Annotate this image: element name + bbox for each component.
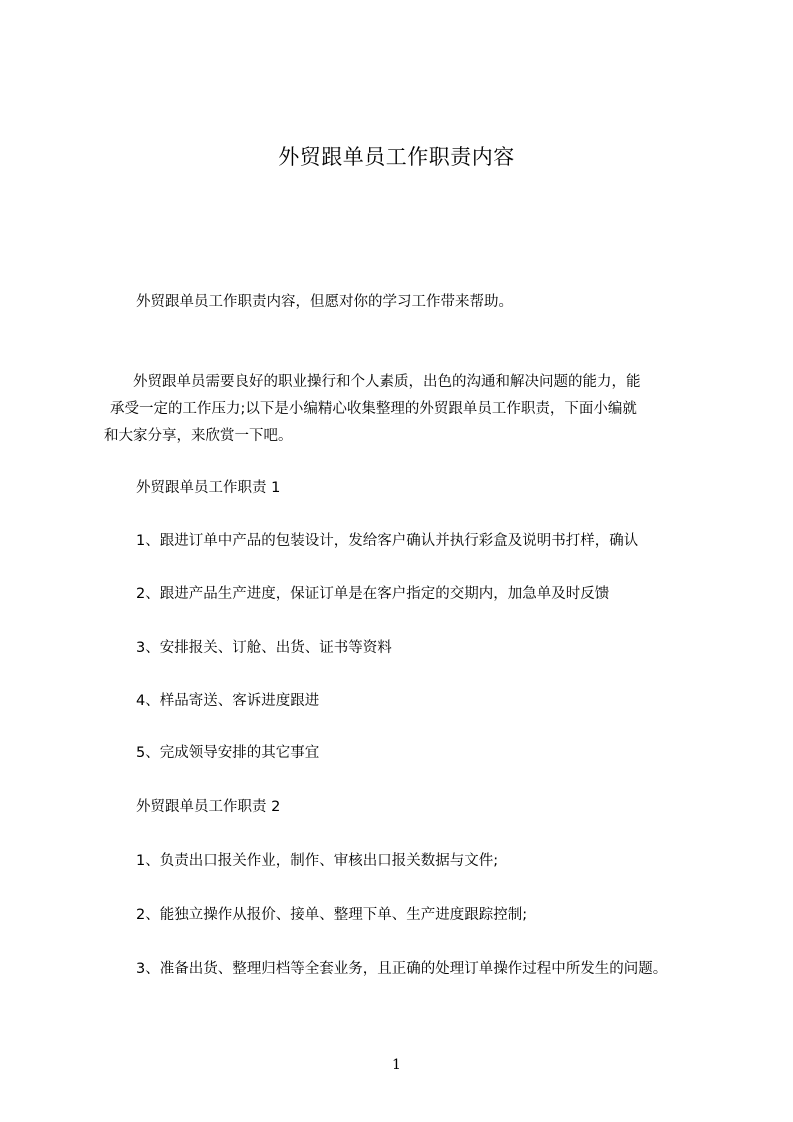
- list-item: 4、样品寄送、客诉进度跟进: [136, 693, 320, 709]
- intro-text: 外贸跟单员工作职责内容，但愿对你的学习工作带来帮助。: [136, 294, 513, 310]
- paragraph-line: 外贸跟单员需要良好的职业操行和个人素质，出色的沟通和解决问题的能力，能: [104, 374, 641, 390]
- paragraph-line: 和大家分享，来欣赏一下吧。: [104, 428, 293, 444]
- list-item: 5、完成领导安排的其它事宜: [136, 745, 320, 761]
- body-paragraph: [104, 369, 704, 450]
- section-heading: 外贸跟单员工作职责 2: [136, 799, 281, 815]
- list-item: 1、负责出口报关作业，制作、审核出口报关数据与文件;: [136, 853, 499, 869]
- list-item: 2、能独立操作从报价、接单、整理下单、生产进度跟踪控制;: [136, 907, 528, 923]
- page-number: 1: [392, 1057, 401, 1073]
- document-title: 外贸跟单员工作职责内容: [278, 145, 515, 169]
- section-heading: 外贸跟单员工作职责 1: [136, 480, 281, 496]
- list-item: 1、跟进订单中产品的包装设计，发给客户确认并执行彩盒及说明书打样，确认: [136, 533, 639, 549]
- paragraph-line: 承受一定的工作压力;以下是小编精心收集整理的外贸跟单员工作职责，下面小编就: [110, 401, 637, 417]
- list-item: 3、准备出货、整理归档等全套业务，且正确的处理订单操作过程中所发生的问题。: [136, 961, 668, 977]
- list-item: 3、安排报关、订舱、出货、证书等资料: [136, 640, 392, 656]
- list-item: 2、跟进产品生产进度，保证订单是在客户指定的交期内，加急单及时反馈: [136, 586, 610, 602]
